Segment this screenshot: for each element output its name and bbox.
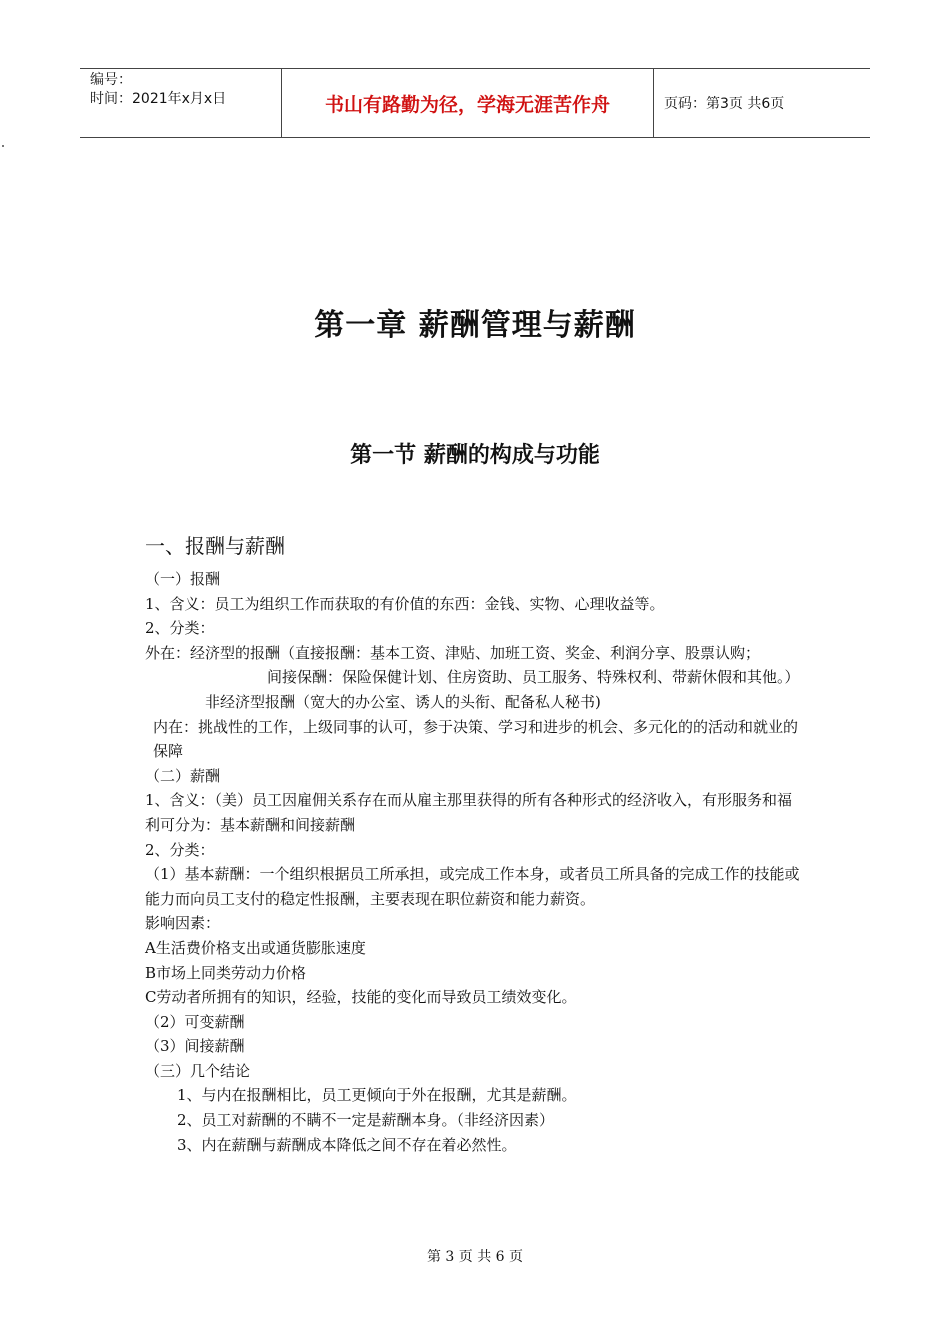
motto-cell (282, 69, 654, 137)
text-line: 2、员工对薪酬的不瞒不一定是薪酬本身。（非经济因素） (177, 1111, 555, 1130)
text-line: 内在：挑战性的工作，上级同事的认可，参于决策、学习和进步的机会、多元化的的活动和就业的保障 (153, 717, 799, 761)
text-line: （三）几个结论 (145, 1061, 251, 1080)
text-line: （一）报酬 (145, 570, 221, 588)
text-line: （3）间接薪酬 (145, 1037, 245, 1056)
text-line: 3、内在薪酬与薪酬成本降低之间不存在着必然性。 (177, 1135, 517, 1154)
margin-dot (2, 145, 4, 147)
text-line: 2、分类： (145, 840, 215, 859)
text-line: B市场上同类劳动力价格 (145, 963, 307, 982)
time-label: 时间：2021年x月x日 (90, 91, 227, 107)
text-line: 1、含义：员工为组织工作而获取的有价值的东西：金钱、实物、心理收益等。 (145, 594, 665, 613)
text-line: 1、含义：（美）员工因雇佣关系存在而从雇主那里获得的所有各种形式的经济收入，有形服务和福利可分为：基本薪酬和间接薪酬 (145, 791, 793, 834)
text-line: （二）薪酬 (145, 766, 221, 785)
page-code-cell (654, 69, 870, 137)
text-line: 1、与内在报酬相比，员工更倾向于外在报酬，尤其是薪酬。 (177, 1086, 577, 1105)
text-line: （2）可变薪酬 (145, 1012, 245, 1031)
text-line: 间接保酬：保险保健计划、住房资助、员工服务、特殊权利、带薪休假和其他。） (267, 668, 800, 687)
text-line: 非经济型报酬（宽大的办公室、诱人的头衔、配备私人秘书) (205, 692, 601, 711)
text-line: 2、分类： (145, 619, 215, 638)
motto-text: 书山有路勤为径，学海无涯苦作舟 (324, 93, 610, 116)
heading-1: 一、报酬与薪酬 (145, 534, 285, 558)
header-info-cell (80, 69, 282, 137)
number-label: 编号： (90, 72, 132, 88)
text-line: A生活费价格支出或通货膨胀速度 (145, 938, 366, 957)
text-line: C劳动者所拥有的知识，经验，技能的变化而导致员工绩效变化。 (145, 988, 577, 1007)
header-table (80, 68, 870, 138)
text-line: （1）基本薪酬：一个组织根据员工所承担，或完成工作本身，或者员工所具备的完成工作的技能或能力而向员工支付的稳定性报酬，主要表现在职位薪资和能力薪资。 (145, 865, 800, 908)
text-line: 影响因素： (145, 914, 221, 933)
page-code-text: 页码：第3页 共6页 (664, 96, 785, 112)
page-footer: 第 3 页 共 6 页 (426, 1249, 524, 1265)
body-text (145, 567, 807, 1157)
chapter-title: 第一章 薪酬管理与薪酬 (314, 308, 636, 343)
text-line: 外在：经济型的报酬（直接报酬：基本工资、津贴、加班工资、奖金、利润分享、股票认购； (145, 643, 761, 662)
section-title: 第一节 薪酬的构成与功能 (350, 443, 600, 468)
